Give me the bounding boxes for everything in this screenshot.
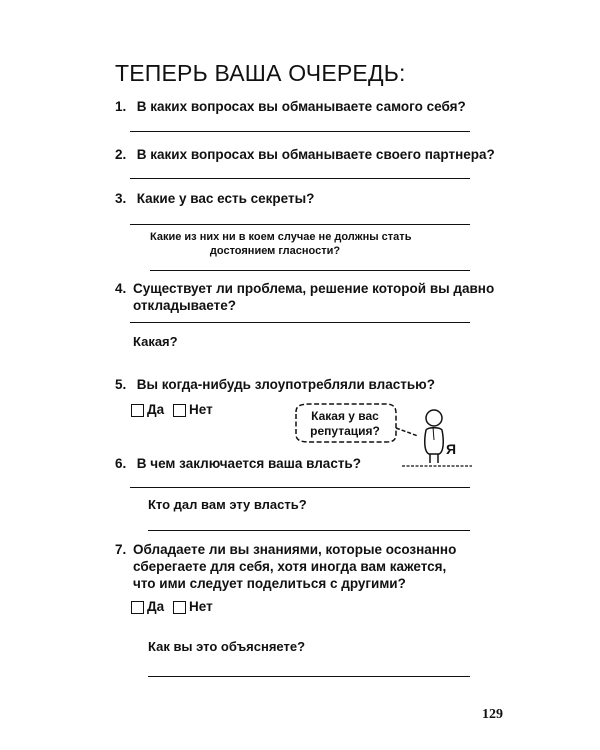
- yes-checkbox[interactable]: [131, 404, 144, 417]
- yes-label: Да: [147, 599, 165, 614]
- answer-line[interactable]: [130, 487, 470, 488]
- question-text: Вы когда-нибудь злоупотребляли властью?: [136, 377, 435, 392]
- question-number: 7.: [115, 542, 127, 557]
- person-figure-icon: [425, 410, 443, 463]
- question-number: 4.: [115, 281, 127, 296]
- no-label: Нет: [189, 599, 213, 614]
- question-number: 1.: [115, 99, 127, 114]
- question-number: 2.: [115, 147, 127, 162]
- page-title: ТЕПЕРЬ ВАША ОЧЕРЕДЬ:: [115, 60, 406, 86]
- answer-line[interactable]: [130, 224, 470, 225]
- question-text-line: сберегаете для себя, хотя иногда вам кажется,: [133, 559, 447, 574]
- question-number: 5.: [115, 377, 127, 392]
- answer-line[interactable]: [150, 270, 470, 271]
- bubble-tail: [396, 428, 418, 436]
- question-text: В чем заключается ваша власть?: [136, 456, 361, 471]
- question-text-line: что ими следует поделиться с другими?: [133, 576, 406, 591]
- question-number: 6.: [115, 456, 127, 471]
- answer-line[interactable]: [148, 676, 470, 677]
- question-1: [115, 98, 466, 115]
- question-2: [115, 146, 495, 163]
- yes-checkbox[interactable]: [131, 601, 144, 614]
- speech-bubble-text: [300, 409, 390, 439]
- question-4-subprompt: Какая?: [133, 334, 178, 349]
- question-text: Какие у вас есть секреты?: [136, 191, 315, 206]
- page-number: 129: [482, 707, 503, 722]
- question-3-subprompt: [150, 230, 412, 258]
- question-3: [115, 190, 314, 207]
- yes-label: Да: [147, 402, 165, 417]
- figure-label: Я: [446, 441, 457, 457]
- question-text-line: Обладаете ли вы знаниями, которые осознанно: [133, 542, 457, 557]
- no-label: Нет: [189, 402, 213, 417]
- question-number: 3.: [115, 191, 127, 206]
- no-checkbox[interactable]: [173, 601, 186, 614]
- question-6: [115, 455, 361, 472]
- answer-line[interactable]: [148, 530, 470, 531]
- subprompt-line: достоянием гласности?: [209, 245, 341, 257]
- question-7: [115, 541, 456, 592]
- question-text-line: откладываете?: [133, 298, 236, 313]
- bubble-text-line: Какая у вас: [311, 409, 379, 423]
- subprompt-line: Какие из них ни в коем случае не должны стать: [150, 231, 412, 243]
- answer-line[interactable]: [130, 322, 470, 323]
- question-6-subprompt: Кто дал вам эту власть?: [148, 497, 307, 512]
- question-text: В каких вопросах вы обманываете самого себя?: [136, 99, 466, 114]
- question-text-line: Существует ли проблема, решение которой вы давно: [133, 281, 495, 296]
- question-text: В каких вопросах вы обманываете своего партнера?: [136, 147, 495, 162]
- question-4: [115, 280, 494, 314]
- question-5: [115, 376, 435, 393]
- answer-line[interactable]: [130, 178, 470, 179]
- answer-line[interactable]: [130, 131, 470, 132]
- no-checkbox[interactable]: [173, 404, 186, 417]
- bubble-text-line: репутация?: [310, 424, 380, 438]
- question-7-subprompt: Как вы это объясняете?: [148, 639, 306, 654]
